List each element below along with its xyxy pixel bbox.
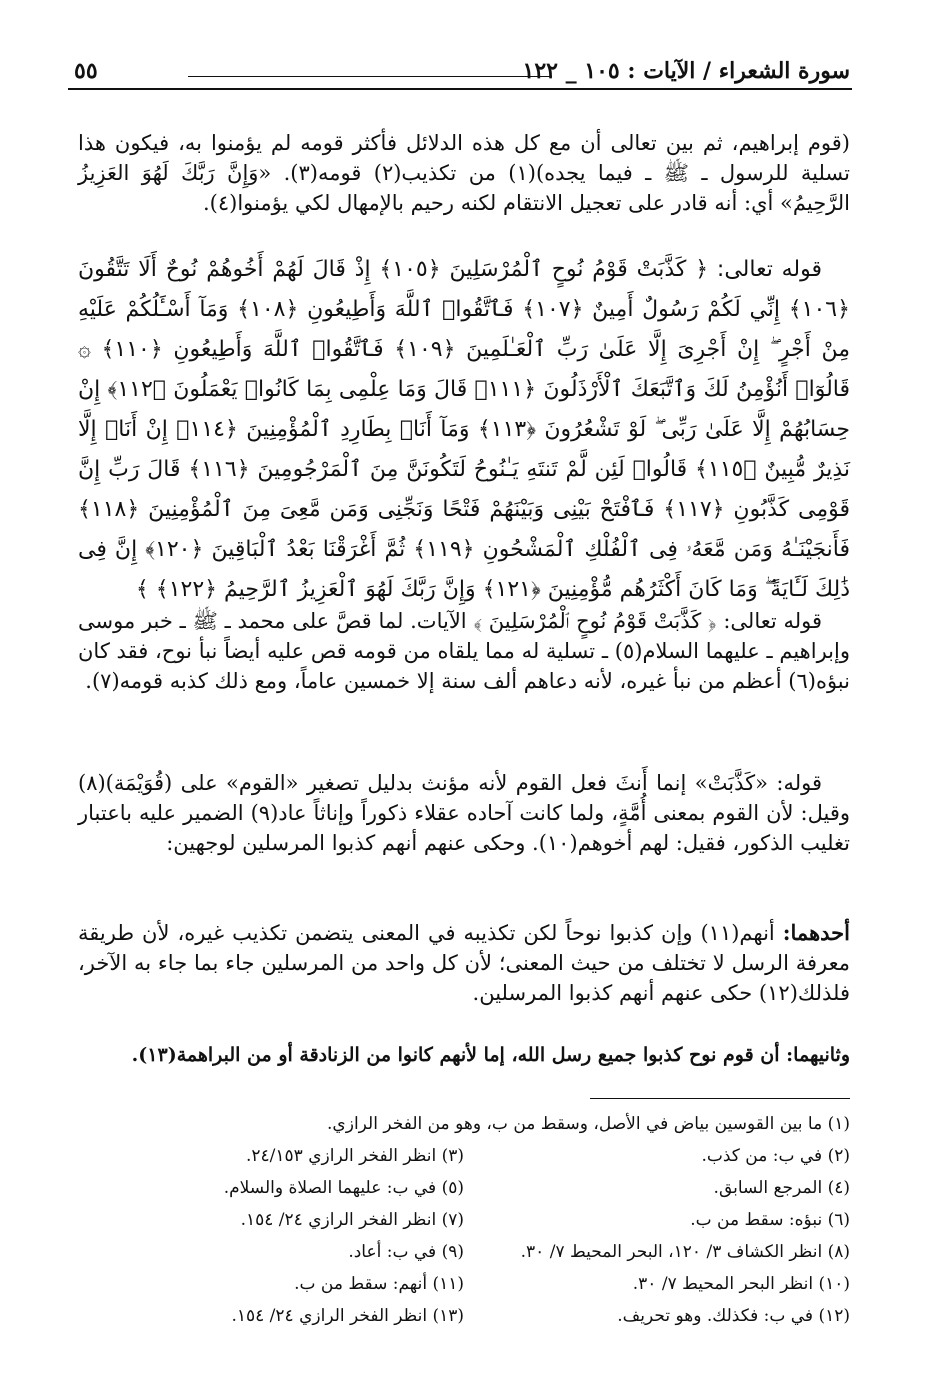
footnote-7: (٧) انظر الفخر الرازي ٢٤/ ١٥٤. bbox=[240, 1210, 464, 1230]
quran-verses-block bbox=[78, 250, 850, 610]
footnote-3: (٣) انظر الفخر الرازي ٢٤/١٥٣. bbox=[246, 1146, 464, 1166]
quran-verses: ﴿ كَذَّبَتْ قَوْمُ نُوحٍ ٱلْمُرْسَلِينَ ﴿١٠٥﴾ إِذْ قَالَ لَهُمْ أَخُوهُمْ نُوحٌ أَلَا تَتَّقُونَ ﴿١٠٦﴾ إِنِّي لَكُمْ رَسُولٌ أَمِينٌ ﴿١٠٧﴾ فَٱتَّقُوا۟ ٱللَّهَ وَأَطِيعُونِ ﴿١٠٨﴾ وَمَآ أَسْـَٔلُكُمْ عَلَيْهِ مِنْ أَجْرٍ ۖ إِنْ أَجْرِىَ إِلَّا عَلَىٰ رَبِّ ٱلْعَـٰلَمِينَ ﴿١٠٩﴾ فَٱتَّقُوا۟ ٱللَّهَ وَأَطِيعُونِ ﴿١١٠﴾ ۞ قَالُوٓا۟ أَنُؤْمِنُ لَكَ وَٱتَّبَعَكَ ٱلْأَرْذَلُونَ ﴿١١١﴾ قَالَ وَمَا عِلْمِى بِمَا كَانُوا۟ يَعْمَلُونَ ﴿١١٢﴾ إِنْ حِسَابُهُمْ إِلَّا عَلَىٰ رَبِّى ۖ لَوْ تَشْعُرُونَ ﴿١١٣﴾ وَمَآ أَنَا۠ بِطَارِدِ ٱلْمُؤْمِنِينَ ﴿١١٤﴾ إِنْ أَنَا۠ إِلَّا نَذِيرٌ مُّبِينٌ ﴿١١٥﴾ قَالُوا۟ لَئِن لَّمْ تَنتَهِ يَـٰنُوحُ لَتَكُونَنَّ مِنَ ٱلْمَرْجُومِينَ ﴿١١٦﴾ قَالَ رَبِّ إِنَّ قَوْمِى كَذَّبُونِ ﴿١١٧﴾ فَٱفْتَحْ بَيْنِى وَبَيْنَهُمْ فَتْحًا وَنَجِّنِى وَمَن مَّعِىَ مِنَ ٱلْمُؤْمِنِينَ ﴿١١٨﴾ فَأَنجَيْنَـٰهُ وَمَن مَّعَهُۥ فِى ٱلْفُلْكِ ٱلْمَشْحُونِ ﴿١١٩﴾ ثُمَّ أَغْرَقْنَا بَعْدُ ٱلْبَاقِينَ ﴿١٢٠﴾ إِنَّ فِى ذَٰلِكَ لَـَٔايَةً ۖ وَمَا كَانَ أَكْثَرُهُم مُّؤْمِنِينَ ﴿١٢١﴾ وَإِنَّ رَبَّكَ لَهُوَ ٱلْعَزِيزُ ٱلرَّحِيمُ ﴿١٢٢﴾ ﴾ bbox=[78, 257, 851, 602]
first-reason-label: أحدهما: bbox=[782, 920, 850, 945]
footnote-12: (١٢) في ب: فكذلك. وهو تحريف. bbox=[617, 1306, 850, 1326]
verses-lead: قوله تعالى: bbox=[716, 257, 823, 282]
footnotes bbox=[78, 1108, 850, 1332]
paragraph-grammar bbox=[78, 768, 850, 858]
footnote-9: (٩) في ب: أعاد. bbox=[348, 1242, 464, 1262]
paragraph-intro: (قوم إبراهيم، ثم بين تعالى أن مع كل هذه الدلائل فأكثر قومه لم يؤمنوا به، فيكون هذا تسلية للرسول ـ ﷺ ـ فيما يجده)(١) من تكذيب(٢) قومه(٣). «وَإِنَّ رَبَّكَ لَهُوَ العَزِيزُ الرَّحِيمُ» أي: أنه قادر على تعجيل الانتقام لكنه رحيم بالإمهال لكي يؤمنوا(٤). bbox=[78, 131, 851, 215]
paragraph-commentary bbox=[78, 606, 850, 696]
footnote-4: (٤) المرجع السابق. bbox=[713, 1178, 850, 1198]
paragraph-second-reason bbox=[78, 1040, 850, 1070]
footnote-8: (٨) انظر الكشاف ٣/ ١٢٠، البحر المحيط ٧/ ٣٠. bbox=[520, 1242, 850, 1262]
header-divider bbox=[68, 88, 852, 90]
second-reason-label: وثانيهما: bbox=[786, 1044, 850, 1066]
paragraph-grammar-text: قوله: «كَذَّبَتْ» إنما أَنثَ فعل القوم لأنه مؤنث بدليل تصغير «القوم» على (قُوَيْمَة)(٨) وقيل: لأن القوم بمعنى أُمَّةٍ، ولما كانت آحاده عقلاء ذكوراً وإناثاً عاد(٩) الضمير عليه باعتبار تغليب الذكور، فقيل: لهم أخوهم(١٠). وحكى عنهم أنهم كذبوا المرسلين لوجهين: bbox=[78, 771, 851, 855]
paragraph-first-reason bbox=[78, 918, 850, 1008]
footnote-1: (١) ما بين القوسين بياض في الأصل، وسقط من ب، وهو من الفخر الرازي. bbox=[327, 1114, 850, 1134]
paragraph-commentary-text: قوله تعالى: ﴿ كَذَّبَتْ قَوْمُ نُوحٍ ٱلْمُرْسَلِينَ ﴾ الآيات. لما قصَّ على محمد ـ ﷺ ـ خبر موسى وإبراهيم ـ عليهما السلام(٥) ـ تسلية له مما يلقاه من قومه قص عليه أيضاً نبأ نوح، فقد كان نبؤه(٦) أعظم من نبأ غيره، لأنه دعاهم ألف سنة إلا خمسين عاماً، ومع ذلك كذبه قومه(٧). bbox=[78, 609, 850, 693]
first-reason-text: أنهم(١١) وإن كذبوا نوحاً لكن تكذيبه في المعنى يتضمن تكذيب غيره، لأن طريقة معرفة الرسل لا تختلف من حيث المعنى؛ لأن كل واحد من المرسلين جاء بما جاء به الآخر، فلذلك(١٢) حكى عنهم أنهم كذبوا المرسلين. bbox=[78, 921, 850, 1005]
footnote-11: (١١) أنهم: سقط من ب. bbox=[294, 1274, 464, 1294]
footnote-10: (١٠) انظر البحر المحيط ٧/ ٣٠. bbox=[632, 1274, 850, 1294]
header-rule bbox=[188, 76, 552, 77]
footnote-5: (٥) في ب: عليهما الصلاة والسلام. bbox=[223, 1178, 464, 1198]
footnote-13: (١٣) انظر الفخر الرازي ٢٤/ ١٥٤. bbox=[231, 1306, 464, 1326]
footnote-2: (٢) في ب: من كذب. bbox=[701, 1146, 850, 1166]
second-reason-text: أن قوم نوح كذبوا جميع رسل الله، إما لأنهم كانوا من الزنادقة أو من البراهمة(١٣). bbox=[131, 1044, 780, 1066]
footnote-separator bbox=[590, 1098, 850, 1099]
surah-title: سورة الشعراء / الآيات : ١٠٥ _ ١٢٢ bbox=[522, 58, 850, 84]
page-number: ٥٥ bbox=[74, 58, 98, 84]
footnote-6: (٦) نبؤه: سقط من ب. bbox=[690, 1210, 850, 1230]
running-header bbox=[68, 52, 852, 92]
